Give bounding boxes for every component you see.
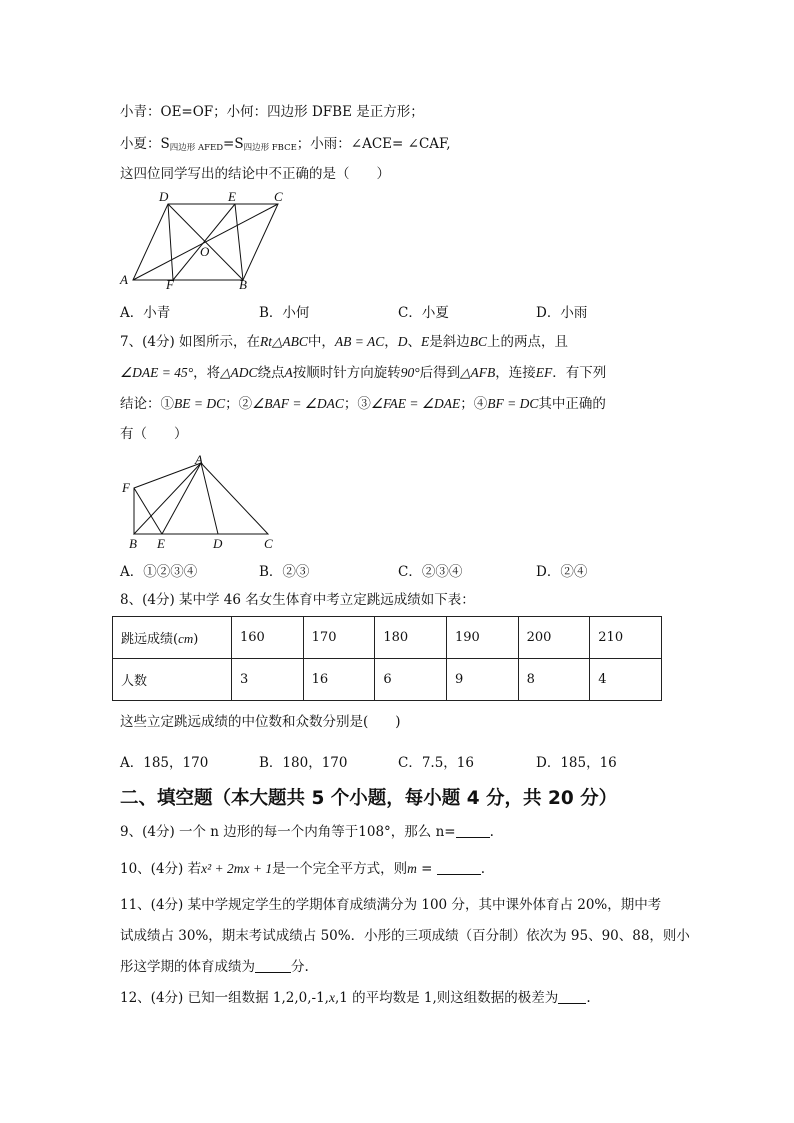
q7-seg-ef: EF	[535, 365, 553, 380]
table-cell: 9	[446, 659, 518, 701]
q9-text: 9、(4分) 一个 n 边形的每一个内角等于108°，那么 n=	[120, 824, 456, 840]
q7-point-e: E	[421, 334, 430, 349]
q7-t2h: 后得到	[419, 365, 461, 381]
q7-t3a: 结论：①	[120, 396, 174, 412]
q8-choice-a[interactable]: A．185，170	[120, 755, 209, 771]
label-b: B	[239, 277, 247, 292]
q11-answer-blank[interactable]	[255, 958, 291, 973]
q9-answer-blank[interactable]	[456, 823, 490, 838]
q12-answer-blank[interactable]	[558, 989, 586, 1004]
label-e: E	[228, 189, 236, 204]
label-a: A	[120, 272, 128, 287]
q7-choice-c[interactable]: C．②③④	[398, 564, 463, 580]
q6-choice-c[interactable]: C．小夏	[398, 305, 449, 321]
q7-t1e: 、	[407, 334, 422, 350]
q8-question: 这些立定跳远成绩的中位数和众数分别是( )	[120, 714, 401, 730]
q7-t3g: ；④	[460, 396, 488, 412]
q11-line-3	[120, 957, 309, 977]
segment-fe	[134, 488, 162, 534]
q7-c4: BF = DC	[487, 396, 539, 411]
q11-line-1: 11、(4分) 某中学规定学生的学期体育成绩满分为 100 分，其中课外体育占 20%，期中考	[120, 897, 662, 913]
table-cell: 190	[446, 617, 518, 659]
q6-s2-sub2: 四边形 FBCE	[243, 143, 297, 153]
q10	[120, 859, 485, 879]
q7-t2b: ，将	[193, 365, 221, 381]
segment-ad	[201, 463, 218, 534]
q7-choice-d[interactable]: D．②④	[536, 564, 588, 580]
q10-answer-blank[interactable]	[437, 860, 481, 875]
q7-t1h: 上的两点，且	[487, 334, 569, 350]
q7-side-bc: BC	[469, 334, 488, 349]
table-row	[113, 617, 662, 659]
q6-choice-a[interactable]: A．小青	[120, 305, 171, 321]
table-cell: 3	[232, 659, 304, 701]
q9	[120, 822, 494, 842]
header-close: )	[193, 632, 199, 647]
section-heading-fill-in: 二、填空题（本大题共 5 个小题，每小题 4 分，共 20 分）	[120, 788, 618, 809]
q10-end: .	[480, 861, 486, 877]
triangle-abc	[134, 463, 268, 534]
q12-text-a: 12、(4分) 已知一组数据 1,2,0,-1,	[120, 990, 329, 1006]
q7-t1g: 是斜边	[429, 334, 470, 350]
q10-eq: =	[416, 861, 437, 877]
table-cell: 200	[518, 617, 590, 659]
q7-tri-afb: △AFB	[460, 365, 496, 380]
label-c: C	[274, 189, 283, 204]
table-cell: 210	[590, 617, 662, 659]
q7-choice-a[interactable]: A．①②③④	[120, 564, 198, 580]
q6-statement-2	[120, 134, 451, 158]
q7-t3e: ；③	[343, 396, 371, 412]
q7-stem-line-3	[120, 394, 606, 414]
q6-choice-b[interactable]: B．小何	[259, 305, 310, 321]
q6-s2-b: =S	[223, 136, 244, 152]
label-c: C	[264, 536, 273, 551]
q12-text-b: ,1 的平均数是 1,则这组数据的极差为	[334, 990, 559, 1006]
q7-ab-eq-ac: AB = AC	[334, 334, 385, 349]
q11-line-2: 试成绩占 30%，期末考试成绩占 50%．小彤的三项成绩（百分制）依次为 95、90、88，则小	[120, 928, 690, 944]
q6-s2-c: ；小雨：∠ACE= ∠CAF,	[296, 136, 451, 152]
q7-stem-line-2	[120, 363, 606, 383]
q7-t2j: ，连接	[495, 365, 536, 381]
q7-stem-line-1	[120, 332, 568, 352]
q7-choice-b[interactable]: B．②③	[259, 564, 310, 580]
q8-choice-d[interactable]: D．185，16	[536, 755, 617, 771]
q7-stem-line-4: 有（ ）	[120, 426, 188, 442]
header-unit: cm	[178, 631, 194, 646]
table-cell: 4	[590, 659, 662, 701]
table-row	[113, 659, 662, 701]
diagonal-db	[168, 204, 243, 280]
header-label: 跳远成绩(	[121, 632, 179, 647]
q7-t1c: ，	[384, 334, 398, 350]
q12	[120, 988, 591, 1008]
segment-eb	[235, 204, 243, 280]
q12-var-x: x	[328, 990, 335, 1005]
q8-stem: 8、(4分) 某中学 46 名女生体育中考立定跳远成绩如下表：	[120, 592, 475, 608]
table-header-cell	[113, 617, 232, 659]
q7-t3i: 其中正确的	[538, 396, 606, 412]
q7-triangle-figure	[118, 452, 283, 556]
q6-parallelogram-figure	[118, 186, 298, 292]
label-a: A	[195, 452, 203, 467]
q7-c1: BE = DC	[174, 396, 226, 411]
q10-expression: x² + 2mx + 1	[201, 861, 273, 876]
long-jump-score-table	[112, 616, 662, 701]
q7-t2l: ．有下列	[552, 365, 607, 381]
label-b: B	[129, 536, 137, 551]
q7-t1b: 中，	[307, 334, 335, 350]
q7-c2: ∠BAF = ∠DAC	[252, 396, 344, 411]
table-header-cell: 人数	[113, 659, 232, 701]
q9-end: .	[489, 824, 494, 840]
segment-df	[168, 204, 173, 280]
label-f: F	[122, 480, 130, 495]
q7-rt-triangle: Rt△ABC	[260, 334, 308, 349]
q6-s2-sub1: 四边形 AFED	[169, 143, 224, 153]
table-cell: 180	[375, 617, 447, 659]
segment-fe	[173, 204, 235, 280]
q6-question: 这四位同学写出的结论中不正确的是（ ）	[120, 166, 390, 182]
table-cell: 8	[518, 659, 590, 701]
q8-choice-b[interactable]: B．180，170	[259, 755, 348, 771]
q7-tri-adc: △ADC	[220, 365, 258, 380]
q7-t2f: 按顺时针方向旋转	[292, 365, 401, 381]
table-cell: 16	[303, 659, 375, 701]
q8-choice-c[interactable]: C．7.5，16	[398, 755, 474, 771]
q12-end: .	[586, 990, 591, 1006]
q7-point-d: D	[397, 334, 408, 349]
q7-c3: ∠FAE = ∠DAE	[370, 396, 461, 411]
q6-statement-1: 小青：OE=OF；小何：四边形 DFBE 是正方形；	[120, 104, 424, 120]
q10-text-a: 10、(4分) 若	[120, 861, 202, 877]
label-e: E	[157, 536, 165, 551]
q7-t2d: 绕点	[257, 365, 285, 381]
q6-s2-a: 小夏：S	[120, 136, 170, 152]
q7-angle-dae: ∠DAE = 45°	[120, 365, 194, 380]
q10-var-m: m	[407, 861, 417, 876]
q11-end: 分.	[291, 959, 309, 975]
table-cell: 160	[232, 617, 304, 659]
table-cell: 6	[375, 659, 447, 701]
label-o: O	[200, 244, 210, 259]
table-cell: 170	[303, 617, 375, 659]
label-d: D	[213, 536, 223, 551]
q7-point-a: A	[284, 365, 293, 380]
q6-choice-d[interactable]: D．小雨	[536, 305, 588, 321]
q7-t1a: 7、(4分) 如图所示，在	[120, 334, 261, 350]
q11-text: 彤这学期的体育成绩为	[120, 959, 255, 975]
q7-90deg: 90°	[400, 365, 420, 380]
label-d: D	[159, 189, 169, 204]
label-f: F	[166, 277, 174, 292]
q10-text-b: 是一个完全平方式，则	[272, 861, 408, 877]
q7-t3c: ；②	[225, 396, 253, 412]
